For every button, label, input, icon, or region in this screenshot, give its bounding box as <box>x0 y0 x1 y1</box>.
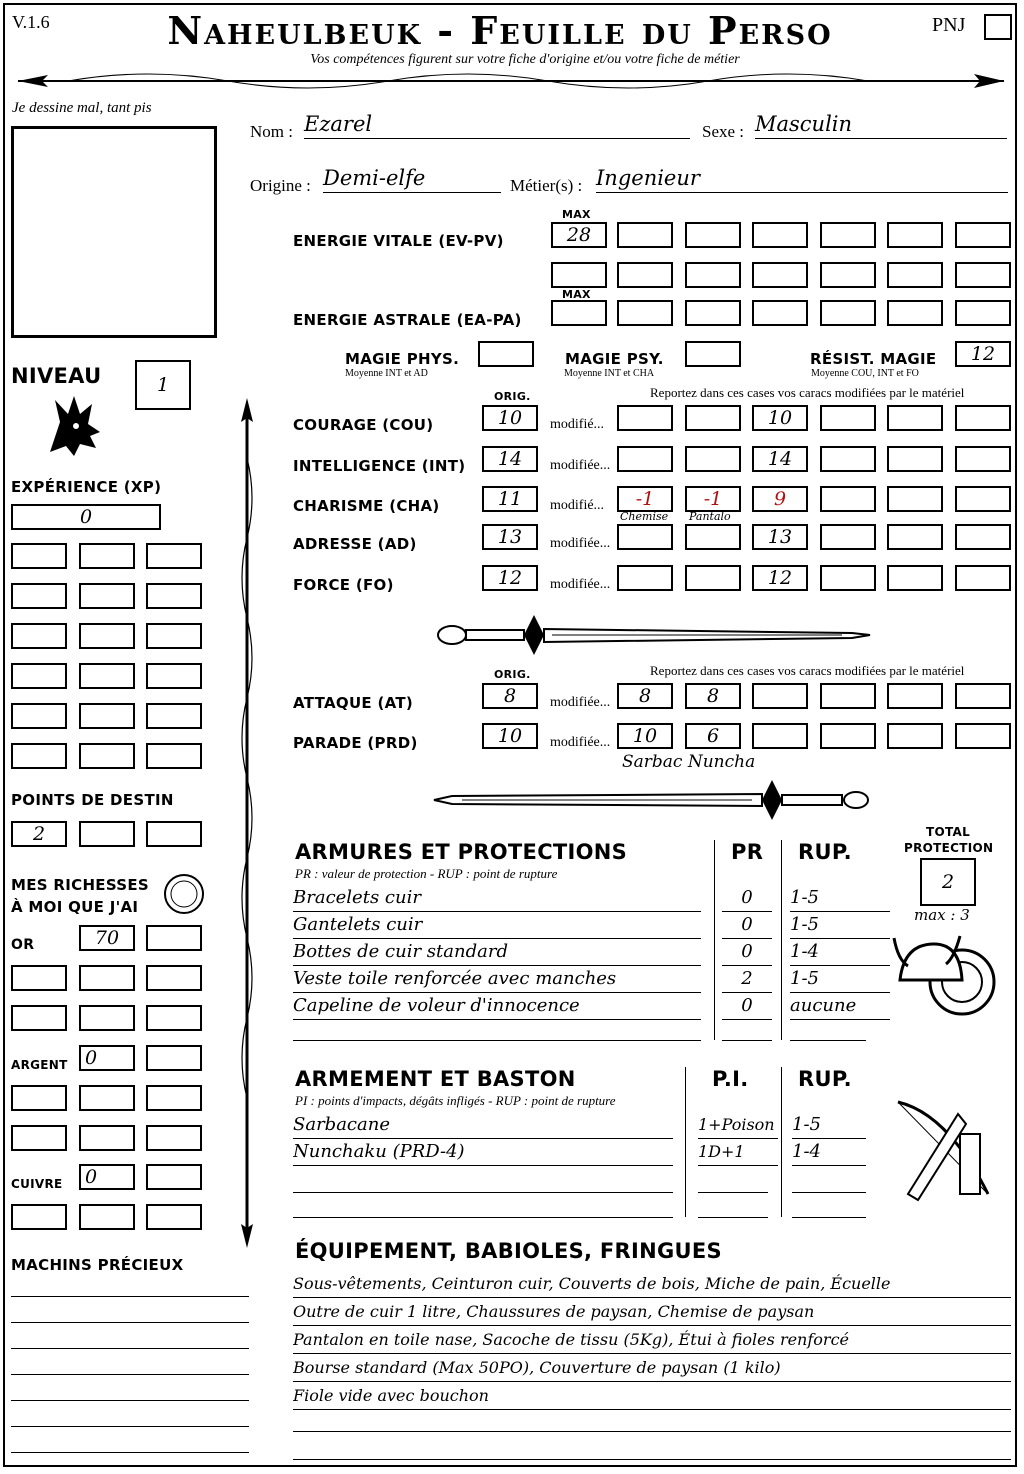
carac-orig-field[interactable]: 12 <box>482 565 538 591</box>
arme-pi-field[interactable]: 1D+1 <box>698 1138 778 1166</box>
argent-field[interactable]: 0 <box>79 1045 135 1071</box>
armure-rup-field[interactable]: 1-5 <box>790 884 890 912</box>
machins-line[interactable] <box>11 1400 249 1401</box>
armures-title: ARMURES ET PROTECTIONS <box>295 840 628 864</box>
parade-label: PARADE (PRD) <box>293 734 418 752</box>
experience-box[interactable] <box>11 703 67 729</box>
armement-pi-header: P.I. <box>712 1067 749 1091</box>
attaque-label: ATTAQUE (AT) <box>293 694 414 712</box>
ev-box[interactable] <box>752 262 808 288</box>
ev-box[interactable] <box>685 262 741 288</box>
magie-phys-note: Moyenne INT et AD <box>345 368 428 379</box>
ev-box[interactable] <box>685 222 741 248</box>
carac-box[interactable] <box>955 405 1011 431</box>
machins-line[interactable] <box>11 1374 249 1375</box>
experience-box[interactable] <box>146 623 202 649</box>
carac-box[interactable] <box>887 405 943 431</box>
parade-box[interactable] <box>752 723 808 749</box>
attaque-box[interactable] <box>955 683 1011 709</box>
ev-box[interactable] <box>617 262 673 288</box>
destin-field[interactable]: 2 <box>11 821 67 847</box>
experience-box[interactable] <box>79 703 135 729</box>
argent-box[interactable] <box>79 1085 135 1111</box>
armure-name-field[interactable]: Capeline de voleur d'innocence <box>293 992 701 1020</box>
attaque-m1-field[interactable]: 8 <box>617 683 673 709</box>
carac-box[interactable] <box>820 486 876 512</box>
carac-modif-field[interactable] <box>617 405 673 431</box>
arme-rup-line[interactable] <box>792 1217 866 1218</box>
ea-box[interactable] <box>887 300 943 326</box>
experience-box[interactable] <box>146 703 202 729</box>
ev-box[interactable] <box>955 222 1011 248</box>
ev-max-label: MAX <box>562 208 591 221</box>
carac-label: CHARISME (CHA) <box>293 497 440 515</box>
sword-icon <box>432 778 872 822</box>
experience-box[interactable] <box>11 743 67 769</box>
metier-field[interactable]: Ingenieur <box>596 166 1008 193</box>
carac-modif-label: modifiée... <box>550 458 611 473</box>
total-label-1: TOTAL <box>926 825 971 839</box>
portrait-caption: Je dessine mal, tant pis <box>12 100 152 116</box>
parade-modif-label: modifiée... <box>550 735 611 750</box>
sword-icon <box>432 613 872 657</box>
pnj-checkbox[interactable] <box>984 14 1012 40</box>
machins-line[interactable] <box>11 1452 249 1453</box>
armures-rup-header: RUP. <box>798 840 852 864</box>
carac-label: COURAGE (COU) <box>293 416 434 434</box>
ev-box[interactable] <box>887 222 943 248</box>
cuivre-label: CUIVRE <box>11 1177 63 1191</box>
ev-box[interactable] <box>820 262 876 288</box>
experience-box[interactable] <box>146 543 202 569</box>
attaque-box[interactable] <box>820 683 876 709</box>
machins-line[interactable] <box>11 1426 249 1427</box>
carac-orig-field[interactable]: 14 <box>482 446 538 472</box>
experience-box[interactable] <box>79 743 135 769</box>
nom-field[interactable]: Ezarel <box>304 112 690 139</box>
total-protection-field[interactable]: 2 <box>920 858 976 906</box>
equipement-title: ÉQUIPEMENT, BABIOLES, FRINGUES <box>295 1239 722 1263</box>
armure-pr-field[interactable]: 2 <box>722 965 772 993</box>
argent-box[interactable] <box>11 1085 67 1111</box>
carac-box[interactable] <box>820 565 876 591</box>
armure-rup-line[interactable] <box>790 1040 866 1041</box>
magie-psy-label: MAGIE PSY. <box>565 350 664 368</box>
argent-box[interactable] <box>146 1045 202 1071</box>
weapons-icon <box>888 1094 998 1212</box>
machins-line[interactable] <box>11 1296 249 1297</box>
pnj-label: PNJ <box>932 14 966 36</box>
carac-box[interactable] <box>820 405 876 431</box>
richesses-label-2: À MOI QUE J'AI <box>11 898 139 916</box>
ea-max-field[interactable] <box>551 300 607 326</box>
niveau-field[interactable]: 1 <box>135 360 191 410</box>
experience-box[interactable] <box>11 583 67 609</box>
carac-box[interactable] <box>887 524 943 550</box>
experience-box[interactable] <box>79 623 135 649</box>
machins-line[interactable] <box>11 1348 249 1349</box>
or-box[interactable] <box>79 965 135 991</box>
or-box[interactable] <box>11 965 67 991</box>
equipement-line[interactable]: Outre de cuir 1 litre, Chaussures de paysan, Chemise de paysan <box>293 1299 1011 1326</box>
experience-box[interactable] <box>11 663 67 689</box>
sexe-label: Sexe : <box>702 122 745 141</box>
carac-modif-field[interactable] <box>617 446 673 472</box>
arme-name-field[interactable]: Sarbacane <box>293 1111 673 1139</box>
magie-phys-label: MAGIE PHYS. <box>345 350 460 368</box>
ev-box[interactable] <box>820 222 876 248</box>
carac-label: FORCE (FO) <box>293 576 394 594</box>
parade-orig-field[interactable]: 10 <box>482 723 538 749</box>
carac-box[interactable] <box>820 524 876 550</box>
cuivre-field[interactable]: 0 <box>79 1164 135 1190</box>
carac-modif-field[interactable]: 13 <box>752 524 808 550</box>
nom-label: Nom : <box>250 122 293 141</box>
experience-label: EXPÉRIENCE (XP) <box>11 478 162 496</box>
carac-source-note: Chemise <box>620 510 669 523</box>
attaque-modif-label: modifiée... <box>550 695 611 710</box>
argent-box[interactable] <box>146 1085 202 1111</box>
armure-rup-field[interactable]: aucune <box>790 992 890 1020</box>
carac-box[interactable] <box>887 486 943 512</box>
experience-box[interactable] <box>146 663 202 689</box>
ev-box[interactable] <box>617 222 673 248</box>
or-label: OR <box>11 937 35 953</box>
carac-box[interactable] <box>955 565 1011 591</box>
carac-box[interactable] <box>820 446 876 472</box>
armement-title: ARMEMENT ET BASTON <box>295 1067 576 1091</box>
carac-modif-field[interactable] <box>685 405 741 431</box>
carac-modif-field[interactable] <box>685 524 741 550</box>
or-box[interactable] <box>146 965 202 991</box>
experience-box[interactable] <box>11 543 67 569</box>
ev-box[interactable] <box>955 262 1011 288</box>
carac-box[interactable] <box>887 446 943 472</box>
sheet-title: Naheulbeuk - Feuille du Perso <box>167 8 833 53</box>
carac-modif-field[interactable]: 9 <box>752 486 808 512</box>
arme-name-line[interactable] <box>293 1217 673 1218</box>
ev-box[interactable] <box>752 222 808 248</box>
carac-modif-label: modifiée... <box>550 536 611 551</box>
caracs-orig-label: ORIG. <box>494 390 531 403</box>
weapons-note: Sarbac Nuncha <box>622 752 756 772</box>
attaque-box[interactable] <box>752 683 808 709</box>
carac-box[interactable] <box>955 446 1011 472</box>
armure-rup-field[interactable]: 1-5 <box>790 911 890 939</box>
experience-box[interactable] <box>146 583 202 609</box>
or-box[interactable] <box>146 1005 202 1031</box>
vertical-spear-icon <box>232 398 262 1248</box>
arme-name-line[interactable] <box>293 1192 673 1193</box>
carac-box[interactable] <box>887 565 943 591</box>
arme-rup-field[interactable]: 1-4 <box>792 1138 866 1166</box>
carac-modif-field[interactable] <box>617 565 673 591</box>
metier-label: Métier(s) : <box>510 176 583 195</box>
armure-pr-line[interactable] <box>722 1040 772 1041</box>
argent-box[interactable] <box>79 1125 135 1151</box>
carac-modif-field[interactable]: 14 <box>752 446 808 472</box>
cuivre-box[interactable] <box>146 1164 202 1190</box>
ea-box[interactable] <box>752 300 808 326</box>
carac-modif-field[interactable]: 12 <box>752 565 808 591</box>
armures-divider <box>714 840 715 1040</box>
ea-max-label: MAX <box>562 288 591 301</box>
carac-modif-field[interactable]: 10 <box>752 405 808 431</box>
equipement-line[interactable]: Sous-vêtements, Ceinturon cuir, Couverts de bois, Miche de pain, Écuelle <box>293 1271 1011 1298</box>
destin-box[interactable] <box>146 821 202 847</box>
cuivre-box[interactable] <box>11 1204 67 1230</box>
carac-box[interactable] <box>955 524 1011 550</box>
equipement-line[interactable]: Fiole vide avec bouchon <box>293 1383 1011 1410</box>
armure-name-field[interactable]: Bracelets cuir <box>293 884 701 912</box>
arme-name-field[interactable]: Nunchaku (PRD-4) <box>293 1138 673 1166</box>
experience-box[interactable] <box>79 583 135 609</box>
richesses-label-1: MES RICHESSES <box>11 876 150 894</box>
destin-box[interactable] <box>79 821 135 847</box>
carac-modif-field[interactable]: -1 <box>685 486 741 512</box>
experience-box[interactable] <box>79 663 135 689</box>
destin-label: POINTS DE DESTIN <box>11 791 174 809</box>
ea-box[interactable] <box>685 300 741 326</box>
parade-m1-field[interactable]: 10 <box>617 723 673 749</box>
machins-label: MACHINS PRÉCIEUX <box>11 1256 184 1274</box>
carac-orig-field[interactable]: 11 <box>482 486 538 512</box>
coin-icon <box>162 872 206 916</box>
total-max: max : 3 <box>914 906 970 924</box>
experience-box[interactable] <box>146 743 202 769</box>
armure-pr-field[interactable]: 0 <box>722 938 772 966</box>
carac-modif-label: modifié... <box>550 498 605 513</box>
version-label: V.1.6 <box>12 12 50 32</box>
resist-magie-field[interactable]: 12 <box>955 341 1011 367</box>
cuivre-box[interactable] <box>146 1204 202 1230</box>
attaque-box[interactable] <box>887 683 943 709</box>
experience-box[interactable] <box>11 623 67 649</box>
arme-pi-line[interactable] <box>698 1192 768 1193</box>
combat-orig-label: ORIG. <box>494 668 531 681</box>
carac-orig-field[interactable]: 10 <box>482 405 538 431</box>
arme-pi-field[interactable]: 1+Poison <box>698 1111 778 1139</box>
ea-box[interactable] <box>617 300 673 326</box>
carac-modif-field[interactable]: -1 <box>617 486 673 512</box>
helmet-shield-icon <box>890 930 1000 1030</box>
parade-box[interactable] <box>887 723 943 749</box>
armures-pr-header: PR <box>731 840 764 864</box>
armure-name-field[interactable]: Gantelets cuir <box>293 911 701 939</box>
armures-divider <box>781 840 782 1040</box>
parade-m2-field[interactable]: 6 <box>685 723 741 749</box>
armure-pr-field[interactable]: 0 <box>722 884 772 912</box>
origine-field[interactable]: Demi-elfe <box>323 166 501 193</box>
resist-magie-note: Moyenne COU, INT et FO <box>811 368 919 379</box>
niveau-label: NIVEAU <box>11 364 102 388</box>
or-box[interactable] <box>79 1005 135 1031</box>
carac-modif-label: modifié... <box>550 417 605 432</box>
equipement-line[interactable]: Bourse standard (Max 50PO), Couverture de paysan (1 kilo) <box>293 1355 1011 1382</box>
attaque-m2-field[interactable]: 8 <box>685 683 741 709</box>
argent-box[interactable] <box>11 1125 67 1151</box>
carac-modif-field[interactable] <box>685 565 741 591</box>
argent-box[interactable] <box>146 1125 202 1151</box>
experience-box[interactable] <box>79 543 135 569</box>
magie-psy-note: Moyenne INT et CHA <box>564 368 655 379</box>
carac-modif-field[interactable] <box>617 524 673 550</box>
equipement-line[interactable]: Pantalon en toile nase, Sacoche de tissu (5Kg), Étui à fioles renforcé <box>293 1327 1011 1354</box>
carac-modif-label: modifiée... <box>550 577 611 592</box>
parade-box[interactable] <box>955 723 1011 749</box>
magie-phys-field[interactable] <box>478 341 534 367</box>
carac-orig-field[interactable]: 13 <box>482 524 538 550</box>
cuivre-box[interactable] <box>79 1204 135 1230</box>
origine-label: Origine : <box>250 176 311 195</box>
ev-label: ENERGIE VITALE (EV-PV) <box>293 232 504 250</box>
portrait-box[interactable] <box>11 126 217 338</box>
armement-divider <box>685 1067 686 1217</box>
carac-label: INTELLIGENCE (INT) <box>293 457 466 475</box>
equipement-line[interactable] <box>293 1459 1011 1460</box>
ea-box[interactable] <box>955 300 1011 326</box>
carac-box[interactable] <box>955 486 1011 512</box>
armure-name-field[interactable]: Veste toile renforcée avec manches <box>293 965 701 993</box>
arme-rup-field[interactable]: 1-5 <box>792 1111 866 1139</box>
armure-rup-field[interactable]: 1-4 <box>790 938 890 966</box>
ev-box[interactable] <box>551 262 607 288</box>
carac-modif-field[interactable] <box>685 446 741 472</box>
combat-report-note: Reportez dans ces cases vos caracs modifiées par le matériel <box>650 663 965 678</box>
argent-label: ARGENT <box>11 1058 68 1072</box>
arme-pi-line[interactable] <box>698 1217 768 1218</box>
experience-field[interactable]: 0 <box>11 504 161 530</box>
armement-note: PI : points d'impacts, dégâts infligés - RUP : point de rupture <box>295 1093 616 1108</box>
armement-rup-header: RUP. <box>798 1067 852 1091</box>
machins-line[interactable] <box>11 1322 249 1323</box>
armure-rup-field[interactable]: 1-5 <box>790 965 890 993</box>
ev-max-field[interactable]: 28 <box>551 222 607 248</box>
sexe-field[interactable]: Masculin <box>755 112 1007 139</box>
or-box[interactable] <box>11 1005 67 1031</box>
total-label-2: PROTECTION <box>904 841 994 855</box>
dragon-head-icon <box>40 392 106 462</box>
armure-name-field[interactable]: Bottes de cuir standard <box>293 938 701 966</box>
armures-note: PR : valeur de protection - RUP : point de rupture <box>295 866 558 881</box>
sheet-subtitle: Vos compétences figurent sur votre fiche d'origine et/ou votre fiche de métier <box>310 52 740 67</box>
arme-rup-line[interactable] <box>792 1192 866 1193</box>
armure-name-line[interactable] <box>293 1040 701 1041</box>
or-field[interactable]: 70 <box>79 925 135 951</box>
spear-divider-icon <box>8 66 1014 96</box>
or-box[interactable] <box>146 925 202 951</box>
armure-pr-field[interactable]: 0 <box>722 911 772 939</box>
ea-label: ENERGIE ASTRALE (EA-PA) <box>293 311 522 329</box>
armement-divider <box>781 1067 782 1217</box>
equipement-line[interactable] <box>293 1431 1011 1432</box>
ev-box[interactable] <box>887 262 943 288</box>
carac-label: ADRESSE (AD) <box>293 535 417 553</box>
carac-source-note: Pantalo <box>689 510 731 523</box>
caracs-report-note: Reportez dans ces cases vos caracs modifiées par le matériel <box>650 385 965 400</box>
armure-pr-field[interactable]: 0 <box>722 992 772 1020</box>
attaque-orig-field[interactable]: 8 <box>482 683 538 709</box>
resist-magie-label: RÉSIST. MAGIE <box>810 350 937 368</box>
magie-psy-field[interactable] <box>685 341 741 367</box>
ea-box[interactable] <box>820 300 876 326</box>
parade-box[interactable] <box>820 723 876 749</box>
